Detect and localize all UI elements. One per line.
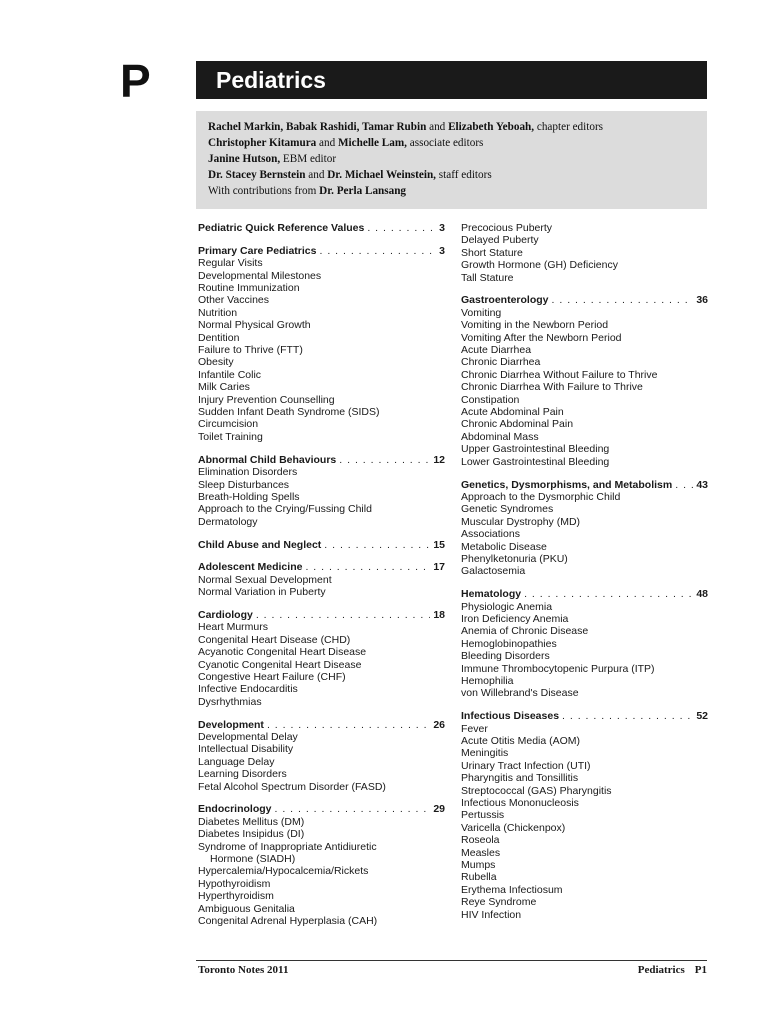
chapter-letter: P [120,55,151,107]
editor-role: staff editors [435,169,492,181]
dot-leader [275,803,431,815]
toc-section-title: Abnormal Child Behaviours [198,453,337,466]
dot-leader [552,294,694,306]
toc-item[interactable]: Sudden Infant Death Syndrome (SIDS) [198,406,380,419]
toc-item[interactable]: Normal Physical Growth [198,319,311,332]
toc-section-title: Child Abuse and Neglect [198,538,322,551]
toc-item[interactable]: Urinary Tract Infection (UTI) [461,759,591,772]
toc-item[interactable]: Abdominal Mass [461,430,539,443]
toc-item[interactable]: Iron Deficiency Anemia [461,612,569,625]
toc-page-number: 18 [433,608,445,621]
dot-leader [324,539,430,551]
editor-role: and [316,137,338,149]
toc-section [461,222,708,284]
editor-line [208,120,603,134]
dot-leader [524,588,693,600]
dot-leader [339,454,430,466]
toc-item[interactable]: Other Vaccines [198,294,270,307]
toc-item[interactable]: Varicella (Chickenpox) [461,821,566,834]
toc-item[interactable]: Fetal Alcohol Spectrum Disorder (FASD) [198,780,386,793]
toc-item[interactable]: Diabetes Mellitus (DM) [198,815,305,828]
toc-item[interactable]: Vomiting in the Newborn Period [461,319,609,332]
toc-item[interactable]: Chronic Diarrhea Without Failure to Thrive [461,368,658,381]
toc-page-number: 29 [433,803,445,816]
toc-section [198,539,445,551]
toc-section [198,719,445,793]
toc-item[interactable]: Hemoglobinopathies [461,637,557,650]
toc-section-heading[interactable] [461,294,708,306]
toc-item[interactable]: Obesity [198,356,234,369]
editors-box [196,111,707,209]
toc-item[interactable]: Cyanotic Congenital Heart Disease [198,658,362,671]
toc-item[interactable]: Dysrhythmias [198,695,262,708]
editor-line [208,136,483,150]
toc-section-heading[interactable] [198,539,445,551]
editor-role: and [305,169,328,181]
footer-page-number: P1 [694,964,707,976]
editor-line [208,184,406,198]
editor-role: chapter editors [534,121,604,133]
toc-section-heading[interactable] [198,454,445,466]
toc-section [198,561,445,598]
toc-item[interactable]: Elimination Disorders [198,466,298,479]
toc-item[interactable]: Infectious Mononucleosis [461,797,579,810]
toc-section-heading[interactable] [198,222,445,234]
toc-item[interactable]: Lower Gastrointestinal Bleeding [461,455,610,468]
toc-item[interactable]: Chronic Diarrhea With Failure to Thrive [461,381,643,394]
toc-item[interactable]: Heart Murmurs [198,621,269,634]
toc-item[interactable]: Erythema Infectiosum [461,883,563,896]
editor-role: With contributions from [208,185,320,197]
toc-item[interactable]: Congestive Heart Failure (CHF) [198,670,346,683]
toc-page-number: 52 [696,710,708,723]
dot-leader [305,561,430,573]
toc-item[interactable]: Immune Thrombocytopenic Purpura (ITP) [461,662,655,675]
dot-leader [256,609,430,621]
toc-section [198,454,445,528]
toc-item[interactable]: Dermatology [198,515,258,528]
toc-item[interactable]: Short Stature [461,246,523,259]
toc-item[interactable]: Circumcision [198,418,259,431]
toc-section-title: Pediatric Quick Reference Values [198,222,365,234]
toc-item[interactable]: Diabetes Insipidus (DI) [198,828,305,841]
editor-name: Elizabeth Yeboah, [448,121,535,133]
chapter-title-bar [196,61,707,99]
toc-item[interactable]: Associations [461,528,520,541]
dot-leader [267,719,430,731]
dot-leader [367,222,436,234]
toc-section [198,222,445,234]
editor-role: and [426,121,449,133]
toc-item[interactable]: Upper Gastrointestinal Bleeding [461,443,610,456]
editor-name: Dr. Perla Lansang [319,185,407,197]
toc-item[interactable]: Learning Disorders [198,768,287,781]
toc-item[interactable]: Galactosemia [461,565,526,578]
toc-item[interactable]: Normal Variation in Puberty [198,586,326,599]
toc-item[interactable]: Delayed Puberty [461,234,539,247]
footer-rule [196,960,707,961]
toc-item[interactable]: Muscular Dystrophy (MD) [461,515,581,528]
toc-section-title: Primary Care Pediatrics [198,244,317,257]
toc-item[interactable]: Constipation [461,393,520,406]
toc-item[interactable]: Toilet Training [198,430,263,443]
toc-item[interactable]: Roseola [461,834,500,847]
toc-item[interactable]: Nutrition [198,306,238,319]
chapter-title: Pediatrics [216,67,326,93]
toc-right-column [461,222,708,931]
toc-item[interactable]: Acute Abdominal Pain [461,406,564,419]
editor-name: Rachel Markin, Babak Rashidi, Tamar Rubin [208,121,427,133]
toc-item[interactable]: Milk Caries [198,381,250,394]
toc-left-column [198,222,445,938]
toc-section-heading[interactable] [198,609,445,621]
toc-section-title: Cardiology [198,608,253,621]
toc-section-heading[interactable] [461,479,708,491]
toc-item[interactable]: Pertussis [461,809,505,822]
toc-section-heading[interactable] [198,245,445,257]
toc-page-number: 48 [696,588,708,601]
toc-item[interactable]: Routine Immunization [198,282,300,295]
toc-section [198,245,445,444]
toc-item[interactable]: Vomiting After the Newborn Period [461,331,622,344]
footer-page-ref [560,964,707,976]
toc-item[interactable]: Measles [461,846,501,859]
toc-page-number: 43 [696,478,708,491]
toc-item[interactable]: Reye Syndrome [461,896,537,909]
toc-page-number: 12 [433,453,445,466]
toc-item[interactable]: HIV Infection [461,908,522,921]
toc-item[interactable]: Chronic Abdominal Pain [461,418,574,431]
toc-item[interactable]: von Willebrand's Disease [461,687,579,700]
dot-leader [675,479,693,491]
footer-chapter: Pediatrics [637,964,685,976]
toc-item[interactable]: Chronic Diarrhea [461,356,541,369]
toc-item[interactable]: Injury Prevention Counselling [198,393,335,406]
toc-item[interactable]: Acute Diarrhea [461,344,532,357]
toc-item[interactable]: Ambiguous Genitalia [198,902,295,915]
editor-role: EBM editor [280,153,337,165]
toc-section-heading[interactable] [198,803,445,815]
toc-page-number: 17 [433,561,445,574]
toc-item[interactable]: Genetic Syndromes [461,503,554,516]
toc-page-number: 3 [439,244,445,257]
toc-item[interactable]: Congenital Heart Disease (CHD) [198,633,351,646]
toc-section-heading[interactable] [198,719,445,731]
toc-item[interactable]: Fever [461,722,488,735]
toc-item[interactable]: Regular Visits [198,257,263,270]
toc-item[interactable]: Metabolic Disease [461,540,547,553]
dot-leader [319,245,436,257]
toc-item[interactable]: Language Delay [198,755,275,768]
toc-item[interactable]: Hyperthyroidism [198,890,274,903]
toc-section [461,710,708,921]
dot-leader [562,710,693,722]
toc-item[interactable]: Failure to Thrive (FTT) [198,344,303,357]
toc-item[interactable]: Normal Sexual Development [198,573,332,586]
editor-name: Michelle Lam, [338,137,407,149]
toc-item[interactable]: Growth Hormone (GH) Deficiency [461,259,618,272]
toc-item[interactable]: Syndrome of Inappropriate Antidiuretic [198,840,377,853]
toc-item[interactable]: Infantile Colic [198,368,262,381]
toc-item[interactable]: Hemophilia [461,674,514,687]
toc-page-number: 36 [696,294,708,307]
toc-section [461,294,708,468]
toc-item[interactable]: Congenital Adrenal Hyperplasia (CAH) [198,915,378,928]
toc-section-title: Development [198,718,264,731]
toc-item[interactable]: Physiologic Anemia [461,600,553,613]
toc-item[interactable]: Developmental Delay [198,730,298,743]
toc-section [461,479,708,578]
toc-item[interactable]: Sleep Disturbances [198,478,290,491]
editor-name: Dr. Stacey Bernstein [208,169,306,181]
toc-section [198,803,445,927]
toc-item[interactable]: Breath-Holding Spells [198,490,300,503]
toc-item[interactable]: Infective Endocarditis [198,683,298,696]
editor-line [208,152,336,166]
toc-item[interactable]: Intellectual Disability [198,743,294,756]
toc-item[interactable]: Hormone (SIADH) [210,853,296,866]
toc-item[interactable]: Approach to the Dysmorphic Child [461,490,621,503]
toc-section-heading[interactable] [461,588,708,600]
toc-item[interactable]: Developmental Milestones [198,269,322,282]
editor-role: associate editors [406,137,484,149]
toc-item[interactable]: Acute Otitis Media (AOM) [461,735,581,747]
toc-item[interactable]: Anemia of Chronic Disease [461,625,589,638]
toc-page-number: 15 [433,538,445,551]
toc-item[interactable]: Acyanotic Congenital Heart Disease [198,646,367,659]
toc-item[interactable]: Vomiting [461,306,502,319]
editor-name: Dr. Michael Weinstein, [327,169,436,181]
toc-item[interactable]: Meningitis [461,747,509,760]
toc-section [198,609,445,708]
toc-item[interactable]: Hypothyroidism [198,877,271,890]
toc-section-title: Hematology [461,588,522,601]
toc-item[interactable]: Precocious Puberty [461,222,553,234]
toc-section-title: Infectious Diseases [461,710,560,723]
toc-section [461,588,708,700]
toc-item[interactable]: Mumps [461,859,496,872]
toc-section-heading[interactable] [461,710,708,722]
toc-item[interactable]: Streptococcal (GAS) Pharyngitis [461,784,612,797]
toc-section-title: Endocrinology [198,803,272,816]
toc-item[interactable]: Rubella [461,871,497,884]
toc-section-title: Gastroenterology [461,294,549,307]
toc-item[interactable]: Hypercalemia/Hypocalcemia/Rickets [198,865,369,878]
toc-section-heading[interactable] [198,561,445,573]
toc-item[interactable]: Dentition [198,331,240,344]
toc-item[interactable]: Pharyngitis and Tonsillitis [461,772,579,785]
toc-section-title: Genetics, Dysmorphisms, and Metabolism [461,478,673,491]
toc-item[interactable]: Phenylketonuria (PKU) [461,552,568,565]
toc-item[interactable]: Bleeding Disorders [461,650,550,663]
toc-item[interactable]: Approach to the Crying/Fussing Child [198,503,372,516]
toc-section-title: Adolescent Medicine [198,561,303,574]
editor-name: Janine Hutson, [208,153,281,165]
toc-page-number: 3 [439,222,445,234]
editor-name: Christopher Kitamura [208,137,317,149]
toc-page-number: 26 [433,718,445,731]
footer-book-title: Toronto Notes 2011 [198,964,289,976]
toc-item[interactable]: Tall Stature [461,271,514,284]
editor-line [208,168,492,182]
